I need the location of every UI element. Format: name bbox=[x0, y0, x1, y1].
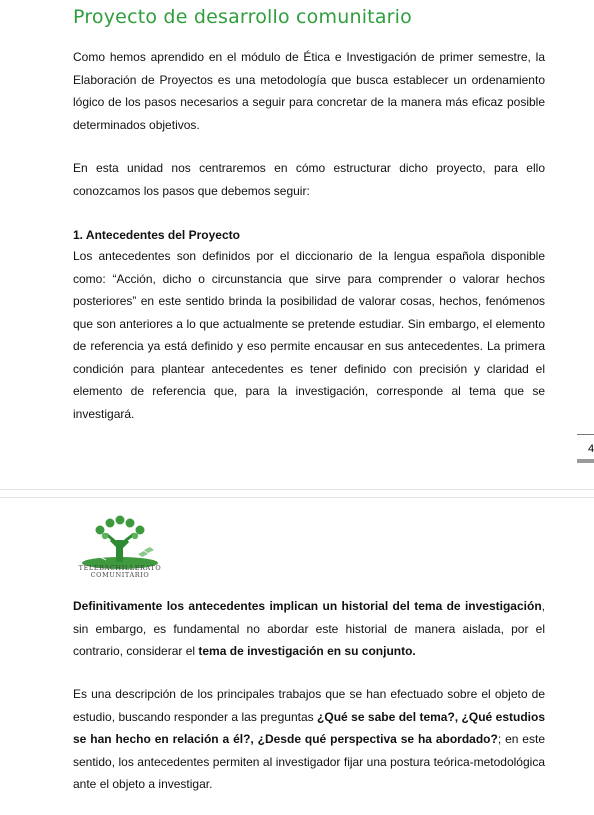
definitivamente-paragraph bbox=[73, 595, 545, 663]
logo-text-telebachillerato: TELEBACHILLERATO bbox=[78, 564, 162, 572]
bold-phrase: tema de investigación en su conjunto. bbox=[198, 644, 416, 658]
page-number-rule bbox=[577, 434, 594, 435]
page-number: 4 bbox=[588, 443, 594, 455]
page-separator-top bbox=[0, 489, 594, 490]
intro-paragraph: Como hemos aprendido en el módulo de Ética e Investigación de primer semestre, la Elaboración de Proyectos es una metodología que busca establecer un ordenamiento lógico de los pasos necesarios a seguir para concretar de la manera más eficaz posible determinados objetivos. bbox=[73, 50, 545, 132]
paragraph-text: ; en este sentido, los antecedentes permiten al investigador fijar una postura teórica-metodológica ante el objeto a investigar. bbox=[73, 732, 545, 791]
bold-questions: ¿Qué se sabe del tema?, ¿Qué estudios se han hecho en relación a él?, ¿Desde qué perspectiva se ha abordado? bbox=[73, 709, 545, 746]
paragraph-text: , sin embargo, es fundamental no abordar este historial de manera aislada, por el contrario, considerar el bbox=[73, 599, 545, 658]
section-heading-antecedentes: 1. Antecedentes del Proyecto bbox=[73, 228, 240, 242]
descripcion-paragraph bbox=[73, 683, 545, 796]
page-title: Proyecto de desarrollo comunitario bbox=[73, 6, 412, 28]
bold-phrase: Definitivamente los antecedentes implican un historial del tema de investigación bbox=[73, 599, 542, 613]
document-page-2 bbox=[0, 498, 594, 815]
unit-paragraph: En esta unidad nos centraremos en cómo estructurar dicho proyecto, para ello conozcamos los pasos que debemos seguir: bbox=[73, 161, 545, 198]
logo-text-comunitario: COMUNITARIO bbox=[90, 571, 150, 579]
page-number-bar bbox=[577, 459, 594, 463]
antecedentes-definition-paragraph: Los antecedentes son definidos por el diccionario de la lengua española disponible como: “Acción, dicho o circunstancia que sirve para comprender o valorar hechos posteriores” en este sentido brinda la posibilidad de valorar cosas, hechos, fenómenos que son anteriores a lo que actualmente se pretende estudiar. Sin embargo, el elemento de referencia ya está definido y eso permite encausar en sus antecedentes. La primera condición para plantear antecedentes es tener definido con precisión y claridad el elemento de referencia que, para la investigación, corresponde al tema que se investigará. bbox=[73, 249, 545, 421]
paragraph-text: Es una descripción de los principales trabajos que se han efectuado sobre el objeto de estudio, buscando responder a las preguntas bbox=[73, 687, 545, 724]
